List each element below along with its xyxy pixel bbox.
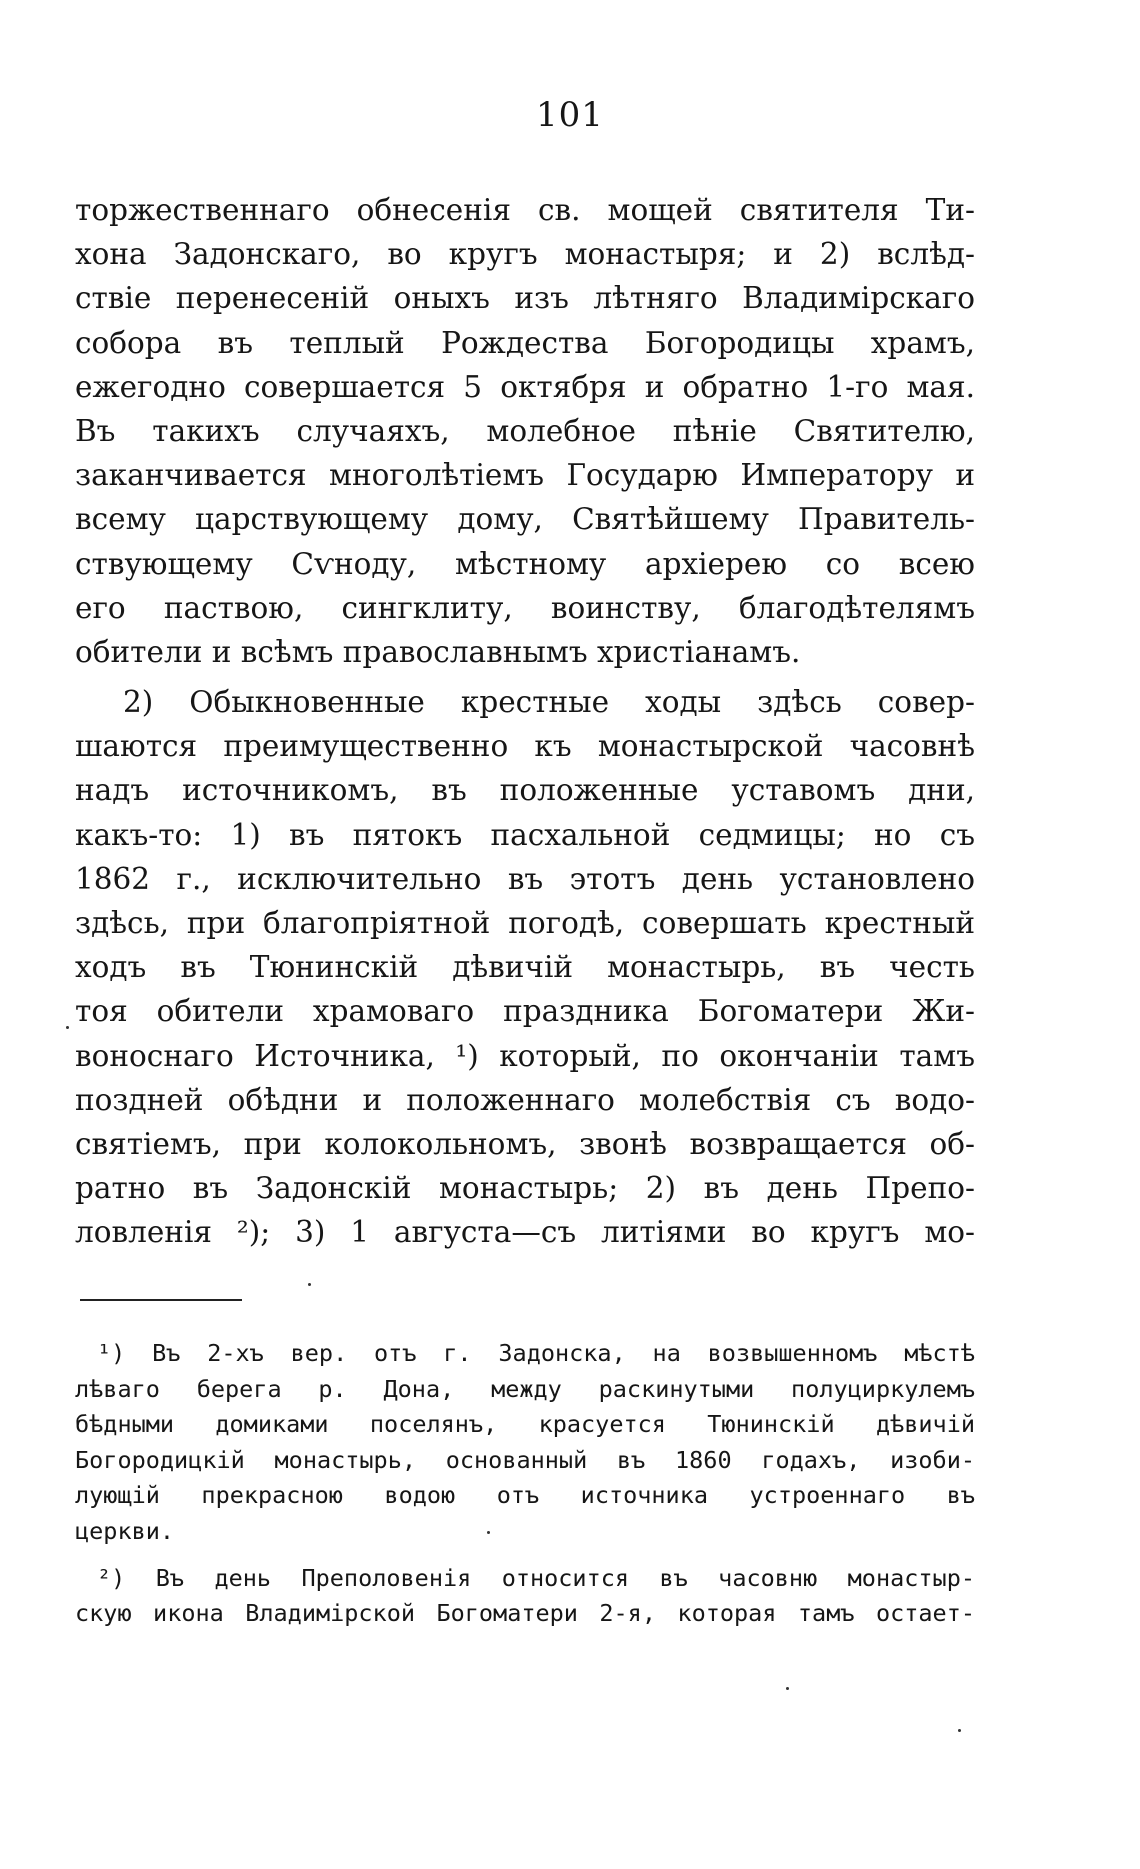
- footnote-line: ¹) Въ 2-хъ вер. отъ г. Задонска, на возвышенномъ мѣстѣ: [97, 1339, 975, 1367]
- page-number: 101: [536, 95, 604, 135]
- text-line: 2) Обыкновенные крестные ходы здѣсь совер-: [123, 685, 975, 720]
- text-line: хона Задонскаго, во кругъ монастыря; и 2) вслѣд-: [75, 237, 975, 272]
- text-line: здѣсь, при благопріятной погодѣ, совершать крестный: [75, 906, 975, 940]
- text-line: воноснаго Источника, ¹) который, по окончаніи тамъ: [75, 1038, 975, 1073]
- footnote-line: скую икона Владимірской Богоматери 2-я, которая тамъ остает-: [75, 1599, 975, 1628]
- paragraph-1: [75, 188, 975, 674]
- footnotes: [75, 1336, 975, 1632]
- scan-speck: [958, 1729, 961, 1732]
- text-line: собора въ теплый Рождества Богородицы храмъ,: [75, 325, 975, 360]
- main-text: [75, 188, 975, 1255]
- text-line: торжественнаго обнесенія св. мощей святителя Ти-: [75, 193, 975, 227]
- scan-speck: [487, 1531, 490, 1534]
- text-line: какъ-то: 1) въ пятокъ пасхальной седмицы; но съ: [75, 817, 975, 852]
- text-line: заканчивается многолѣтіемъ Государю Императору и: [75, 458, 975, 493]
- text-line: Въ такихъ случаяхъ, молебное пѣніе Святителю,: [75, 413, 975, 448]
- footnote-line: лѣваго берега р. Дона, между раскинутыми полуциркулемъ: [75, 1374, 975, 1403]
- scan-speck: [66, 1026, 69, 1029]
- text-line: всему царствующему дому, Святѣйшему Правитель-: [75, 502, 975, 537]
- text-line: его паствою, сингклиту, воинству, благодѣтелямъ: [75, 590, 975, 625]
- text-line: надъ источникомъ, въ положенные уставомъ дни,: [75, 773, 975, 808]
- text-line: шаются преимущественно къ монастырской часовнѣ: [75, 729, 975, 764]
- text-line: ствіе перенесеній оныхъ изъ лѣтняго Владимірскаго: [75, 281, 975, 316]
- text-line: ствующему Сѵноду, мѣстному архіерею со всею: [75, 546, 975, 581]
- footnote-line: ²) Въ день Преполовенія относится въ часовню монастыр-: [97, 1563, 975, 1592]
- text-line: поздней обѣдни и положеннаго молебствія съ водо-: [75, 1082, 975, 1117]
- paragraph-2: [75, 680, 975, 1254]
- footnote-1: [75, 1336, 975, 1550]
- text-line: 1862 г., исключительно въ этотъ день установлено: [75, 861, 975, 896]
- footnote-line: бѣдными домиками поселянъ, красуется Тюнинскій дѣвичій: [75, 1410, 975, 1439]
- text-line: обители и всѣмъ православнымъ христіанамъ.: [75, 634, 801, 669]
- text-line: ходъ въ Тюнинскій дѣвичій монастырь, въ честь: [75, 950, 975, 985]
- text-line: святіемъ, при колокольномъ, звонѣ возвращается об-: [75, 1126, 975, 1161]
- footnote-divider: [80, 1299, 242, 1301]
- scan-speck: [308, 1283, 311, 1286]
- footnote-2: [75, 1561, 975, 1632]
- text-line: ратно въ Задонскій монастырь; 2) въ день Препо-: [75, 1171, 975, 1206]
- text-line: ловленія ²); 3) 1 августа—съ литіями во кругъ мо-: [75, 1215, 975, 1250]
- footnote-line: церкви.: [75, 1516, 175, 1545]
- footnote-line: лующій прекрасною водою отъ источника устроеннаго въ: [75, 1481, 975, 1510]
- text-line: ежегодно совершается 5 октября и обратно 1-го мая.: [75, 369, 975, 404]
- footnote-line: Богородицкій монастырь, основанный въ 1860 годахъ, изоби-: [75, 1445, 975, 1474]
- text-line: тоя обители храмоваго праздника Богоматери Жи-: [75, 994, 975, 1029]
- scan-speck: [786, 1687, 789, 1690]
